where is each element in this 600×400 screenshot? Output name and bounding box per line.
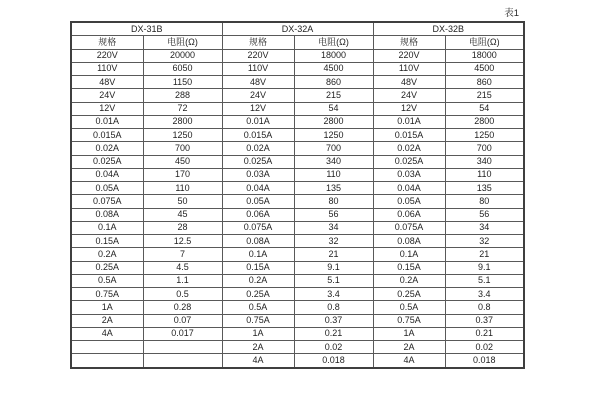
table-row: [71, 208, 524, 221]
resistance-cell: 3.4: [294, 288, 373, 301]
spec-cell: 12V: [222, 102, 294, 115]
table-row: [71, 115, 524, 128]
resistance-cell: 0.37: [445, 314, 524, 327]
table-row: [71, 76, 524, 89]
spec-cell: 0.04A: [71, 168, 143, 181]
spec-cell: 0.01A: [222, 115, 294, 128]
group-header-row: [71, 22, 524, 36]
table-row: [71, 221, 524, 234]
resistance-cell: 135: [445, 182, 524, 195]
table-row: [71, 182, 524, 195]
spec-cell: 0.075A: [373, 221, 445, 234]
spec-cell: 48V: [222, 76, 294, 89]
spec-cell: 0.02A: [71, 142, 143, 155]
col-header-spec: 规格: [222, 36, 294, 49]
resistance-cell: 56: [294, 208, 373, 221]
table-row: [71, 261, 524, 274]
resistance-cell: 56: [445, 208, 524, 221]
resistance-cell: 0.28: [143, 301, 222, 314]
resistance-cell: 450: [143, 155, 222, 168]
table-row: [71, 248, 524, 261]
group-header-dx32a: DX-32A: [222, 22, 373, 36]
spec-cell: 0.01A: [373, 115, 445, 128]
resistance-cell: 0.07: [143, 314, 222, 327]
spec-cell: 0.2A: [71, 248, 143, 261]
resistance-cell: 34: [294, 221, 373, 234]
spec-cell: 0.1A: [373, 248, 445, 261]
spec-cell: 0.03A: [373, 168, 445, 181]
spec-cell: 0.075A: [222, 221, 294, 234]
resistance-cell: 700: [445, 142, 524, 155]
spec-cell: 0.015A: [71, 129, 143, 142]
spec-cell: 0.2A: [373, 274, 445, 287]
table-row: [71, 288, 524, 301]
spec-cell: 0.05A: [222, 195, 294, 208]
table-row: [71, 62, 524, 75]
spec-cell: 0.025A: [71, 155, 143, 168]
spec-cell: 24V: [373, 89, 445, 102]
spec-cell: 12V: [373, 102, 445, 115]
spec-cell: 24V: [71, 89, 143, 102]
spec-cell: 0.1A: [71, 221, 143, 234]
resistance-cell: 340: [445, 155, 524, 168]
col-header-resistance: 电阻(Ω): [143, 36, 222, 49]
spec-cell: 0.06A: [222, 208, 294, 221]
spec-cell: 0.08A: [373, 235, 445, 248]
table-row: [71, 195, 524, 208]
resistance-cell: 20000: [143, 49, 222, 62]
resistance-cell: 50: [143, 195, 222, 208]
spec-cell: 4A: [373, 354, 445, 368]
resistance-cell: 1.1: [143, 274, 222, 287]
spec-cell: 48V: [373, 76, 445, 89]
spec-cell: 0.02A: [373, 142, 445, 155]
table-row: [71, 49, 524, 62]
resistance-cell: 9.1: [294, 261, 373, 274]
resistance-cell: 18000: [294, 49, 373, 62]
resistance-cell: 21: [294, 248, 373, 261]
spec-cell: 0.1A: [222, 248, 294, 261]
table-row: [71, 327, 524, 340]
resistance-cell: 4.5: [143, 261, 222, 274]
spec-cell: 0.5A: [222, 301, 294, 314]
resistance-cell: 45: [143, 208, 222, 221]
resistance-cell: 80: [294, 195, 373, 208]
spec-cell: 0.05A: [71, 182, 143, 195]
resistance-cell: 18000: [445, 49, 524, 62]
spec-cell: 110V: [373, 62, 445, 75]
spec-cell: 0.025A: [222, 155, 294, 168]
spec-cell: 110V: [71, 62, 143, 75]
resistance-cell: 1250: [294, 129, 373, 142]
spec-cell: 0.04A: [373, 182, 445, 195]
resistance-cell: 0.018: [294, 354, 373, 368]
table-row: [71, 341, 524, 354]
resistance-cell: 4500: [294, 62, 373, 75]
resistance-cell: 9.1: [445, 261, 524, 274]
spec-cell: [71, 341, 143, 354]
resistance-cell: 4500: [445, 62, 524, 75]
spec-cell: 0.2A: [222, 274, 294, 287]
table-row: [71, 314, 524, 327]
resistance-cell: 215: [445, 89, 524, 102]
table-caption: 表1: [504, 8, 519, 19]
resistance-cell: 32: [294, 235, 373, 248]
spec-cell: 0.015A: [222, 129, 294, 142]
spec-cell: 220V: [373, 49, 445, 62]
resistance-cell: 700: [143, 142, 222, 155]
spec-cell: 0.5A: [373, 301, 445, 314]
resistance-cell: 2800: [143, 115, 222, 128]
table-row: [71, 129, 524, 142]
spec-cell: 220V: [222, 49, 294, 62]
resistance-cell: 1250: [445, 129, 524, 142]
resistance-cell: 110: [445, 168, 524, 181]
resistance-cell: 860: [294, 76, 373, 89]
spec-cell: 0.01A: [71, 115, 143, 128]
table-row: [71, 235, 524, 248]
spec-cell: 2A: [222, 341, 294, 354]
resistance-cell: 0.02: [445, 341, 524, 354]
spec-cell: 0.08A: [222, 235, 294, 248]
spec-cell: 0.05A: [373, 195, 445, 208]
resistance-cell: 72: [143, 102, 222, 115]
resistance-cell: [143, 341, 222, 354]
table-row: [71, 301, 524, 314]
spec-cell: 0.025A: [373, 155, 445, 168]
table-body: [71, 49, 524, 368]
spec-cell: 0.25A: [373, 288, 445, 301]
col-header-resistance: 电阻(Ω): [445, 36, 524, 49]
spec-cell: 48V: [71, 76, 143, 89]
spec-cell: 0.02A: [222, 142, 294, 155]
resistance-cell: 34: [445, 221, 524, 234]
spec-cell: 110V: [222, 62, 294, 75]
resistance-cell: 110: [143, 182, 222, 195]
spec-cell: 1A: [71, 301, 143, 314]
spec-cell: 0.015A: [373, 129, 445, 142]
table-row: [71, 142, 524, 155]
spec-cell: 0.075A: [71, 195, 143, 208]
spec-cell: 0.15A: [373, 261, 445, 274]
resistance-cell: 54: [445, 102, 524, 115]
table-row: [71, 168, 524, 181]
table-row: [71, 354, 524, 368]
resistance-cell: 1150: [143, 76, 222, 89]
spec-cell: 1A: [222, 327, 294, 340]
resistance-cell: 32: [445, 235, 524, 248]
col-header-resistance: 电阻(Ω): [294, 36, 373, 49]
resistance-cell: 0.018: [445, 354, 524, 368]
spec-cell: 220V: [71, 49, 143, 62]
resistance-cell: 0.8: [294, 301, 373, 314]
group-header-dx31b: DX-31B: [71, 22, 222, 36]
spec-cell: [71, 354, 143, 368]
resistance-cell: 80: [445, 195, 524, 208]
spec-cell: 2A: [373, 341, 445, 354]
resistance-cell: 5.1: [445, 274, 524, 287]
spec-cell: 0.15A: [71, 235, 143, 248]
resistance-cell: 0.5: [143, 288, 222, 301]
spec-cell: 12V: [71, 102, 143, 115]
resistance-cell: 0.02: [294, 341, 373, 354]
resistance-cell: 0.21: [445, 327, 524, 340]
resistance-cell: 0.8: [445, 301, 524, 314]
spec-cell: 0.15A: [222, 261, 294, 274]
group-header-dx32b: DX-32B: [373, 22, 524, 36]
resistance-cell: 215: [294, 89, 373, 102]
resistance-cell: 1250: [143, 129, 222, 142]
table-row: [71, 155, 524, 168]
resistance-cell: 288: [143, 89, 222, 102]
resistance-cell: 860: [445, 76, 524, 89]
resistance-cell: 7: [143, 248, 222, 261]
resistance-cell: 110: [294, 168, 373, 181]
spec-cell: 4A: [71, 327, 143, 340]
resistance-cell: 135: [294, 182, 373, 195]
column-header-row: [71, 36, 524, 49]
spec-cell: 0.04A: [222, 182, 294, 195]
spec-cell: 1A: [373, 327, 445, 340]
resistance-spec-table: [70, 21, 525, 369]
resistance-cell: 21: [445, 248, 524, 261]
spec-cell: 0.75A: [71, 288, 143, 301]
resistance-cell: 700: [294, 142, 373, 155]
table-row: [71, 274, 524, 287]
table-row: [71, 102, 524, 115]
spec-cell: 0.75A: [222, 314, 294, 327]
spec-cell: 2A: [71, 314, 143, 327]
resistance-cell: 5.1: [294, 274, 373, 287]
resistance-cell: 54: [294, 102, 373, 115]
resistance-cell: 3.4: [445, 288, 524, 301]
spec-cell: 24V: [222, 89, 294, 102]
spec-cell: 0.75A: [373, 314, 445, 327]
spec-cell: 0.25A: [71, 261, 143, 274]
resistance-cell: 2800: [294, 115, 373, 128]
spec-cell: 0.06A: [373, 208, 445, 221]
spec-cell: 0.5A: [71, 274, 143, 287]
col-header-spec: 规格: [373, 36, 445, 49]
col-header-spec: 规格: [71, 36, 143, 49]
resistance-cell: [143, 354, 222, 368]
table-row: [71, 89, 524, 102]
resistance-cell: 170: [143, 168, 222, 181]
spec-cell: 0.03A: [222, 168, 294, 181]
spec-cell: 0.25A: [222, 288, 294, 301]
resistance-cell: 6050: [143, 62, 222, 75]
resistance-cell: 0.017: [143, 327, 222, 340]
resistance-cell: 28: [143, 221, 222, 234]
resistance-cell: 2800: [445, 115, 524, 128]
resistance-cell: 0.21: [294, 327, 373, 340]
resistance-cell: 0.37: [294, 314, 373, 327]
spec-cell: 4A: [222, 354, 294, 368]
resistance-cell: 340: [294, 155, 373, 168]
resistance-cell: 12.5: [143, 235, 222, 248]
spec-cell: 0.08A: [71, 208, 143, 221]
